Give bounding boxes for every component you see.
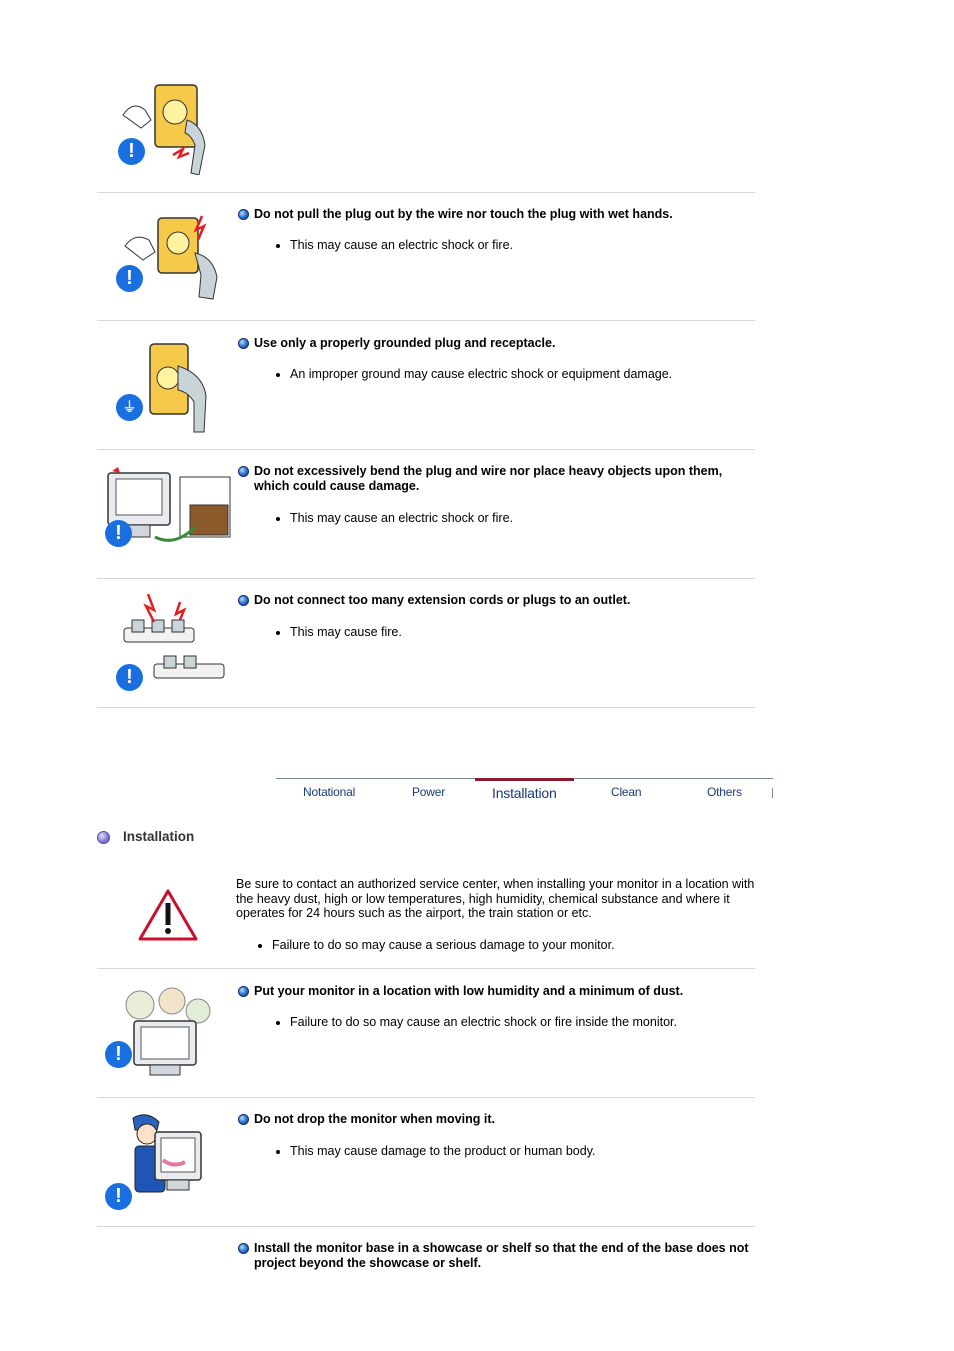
exclamation-icon: ! bbox=[118, 138, 145, 165]
installation-intro: Be sure to contact an authorized service center, when installing your monitor in a location with the heavy dust, high or low temperatures, high humidity, chemical substance and where it operates for 24 hours such as the airport, the train station or etc. bbox=[236, 877, 755, 921]
list-item: This may cause fire. bbox=[276, 625, 756, 640]
heading-bullet-icon bbox=[238, 1243, 249, 1254]
bullet-dot-icon bbox=[276, 244, 280, 248]
exclamation-icon: ! bbox=[105, 1183, 132, 1210]
list-item: This may cause an electric shock or fire. bbox=[276, 511, 756, 526]
section-title: Installation bbox=[123, 829, 195, 844]
list-item: This may cause an electric shock or fire. bbox=[276, 238, 756, 253]
bullet-dot-icon bbox=[276, 373, 280, 377]
bullet-dot-icon bbox=[276, 1150, 280, 1154]
warning-triangle-icon bbox=[137, 888, 199, 942]
section-heading: Do not connect too many extension cords or plugs to an outlet. bbox=[238, 593, 758, 608]
tab-power[interactable]: Power bbox=[412, 785, 446, 799]
divider bbox=[97, 320, 755, 321]
exclamation-icon: ! bbox=[105, 520, 132, 547]
tab-installation[interactable]: Installation bbox=[492, 785, 557, 801]
exclamation-icon: ! bbox=[116, 265, 143, 292]
dusty-monitor-illustration bbox=[110, 985, 220, 1080]
list-item: An improper ground may cause electric shock or equipment damage. bbox=[276, 367, 756, 382]
section-heading: Do not excessively bend the plug and wire nor place heavy objects upon them, which could cause damage. bbox=[238, 464, 758, 494]
exclamation-icon: ! bbox=[116, 664, 143, 691]
heading-bullet-icon bbox=[238, 209, 249, 220]
bullet-dot-icon bbox=[276, 631, 280, 635]
heading-bullet-icon bbox=[238, 595, 249, 606]
section-heading: Do not pull the plug out by the wire nor touch the plug with wet hands. bbox=[238, 207, 758, 222]
heading-bullet-icon bbox=[238, 466, 249, 477]
heading-bullet-icon bbox=[238, 1114, 249, 1125]
bullet-dot-icon bbox=[276, 517, 280, 521]
grounded-plug-illustration bbox=[140, 336, 220, 436]
divider bbox=[97, 192, 755, 193]
section-heading: Put your monitor in a location with low humidity and a minimum of dust. bbox=[238, 984, 758, 999]
active-tab-indicator bbox=[475, 778, 574, 781]
heading-bullet-icon bbox=[238, 986, 249, 997]
divider bbox=[97, 707, 755, 708]
heading-bullet-icon bbox=[238, 338, 249, 349]
divider bbox=[97, 1097, 755, 1098]
exclamation-icon: ! bbox=[105, 1041, 132, 1068]
divider bbox=[97, 1226, 755, 1227]
section-bullet-icon bbox=[97, 831, 110, 844]
tab-notational[interactable]: Notational bbox=[303, 785, 356, 799]
list-item: This may cause damage to the product or human body. bbox=[276, 1144, 756, 1159]
bullet-dot-icon bbox=[276, 1021, 280, 1025]
divider bbox=[97, 968, 755, 969]
section-heading: Install the monitor base in a showcase or shelf so that the end of the base does not project beyond the showcase or shelf. bbox=[238, 1241, 758, 1271]
bullet-dot-icon bbox=[258, 944, 262, 948]
tab-separator bbox=[772, 788, 773, 798]
section-heading: Use only a properly grounded plug and receptacle. bbox=[238, 336, 758, 351]
divider bbox=[97, 449, 755, 450]
list-item: Failure to do so may cause a serious damage to your monitor. bbox=[258, 938, 758, 953]
list-item: Failure to do so may cause an electric shock or fire inside the monitor. bbox=[276, 1015, 756, 1030]
tab-others[interactable]: Others bbox=[707, 785, 742, 799]
divider bbox=[97, 578, 755, 579]
section-heading: Do not drop the monitor when moving it. bbox=[238, 1112, 758, 1127]
carrying-monitor-illustration bbox=[125, 1112, 205, 1210]
tab-clean[interactable]: Clean bbox=[611, 785, 642, 799]
ground-icon: ⏚ bbox=[116, 394, 143, 421]
